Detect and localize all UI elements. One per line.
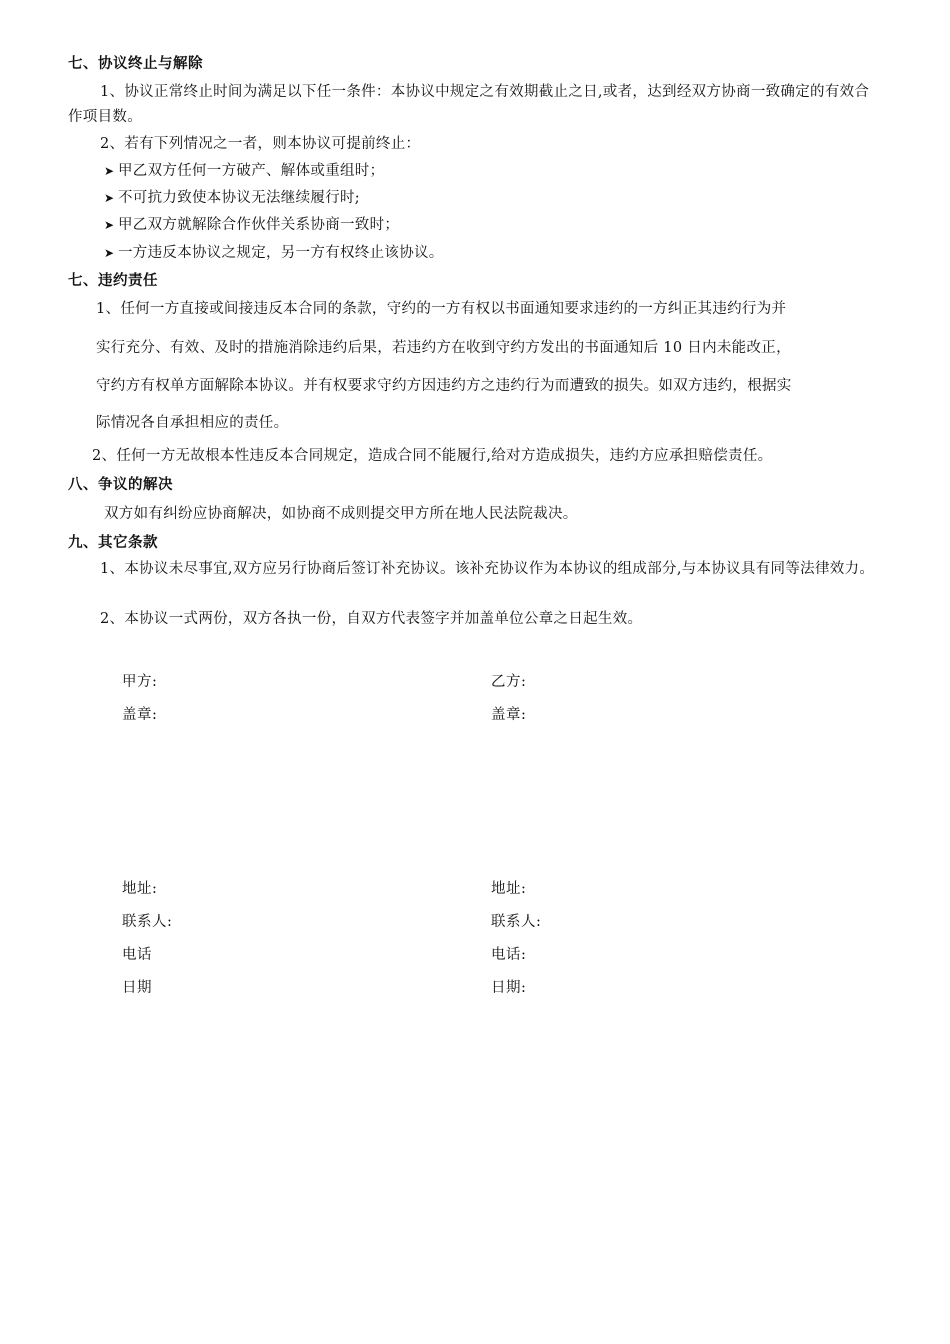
party-b-label: 乙方: [491, 674, 527, 690]
party-b-seal-label: 盖章: [491, 707, 527, 723]
breach-clause-1-line-2: 实行充分、有效、及时的措施消除违约后果，若违约方在收到守约方发出的书面通知后 10 日内未能改正， [96, 340, 791, 356]
party-a-phone-label: 电话 [122, 947, 152, 963]
section-title-termination: 七、协议终止与解除 [68, 56, 203, 72]
breach-clause-2: 2、任何一方无故根本性违反本合同规定，造成合同不能履行,给对方造成损失，违约方应承担赔偿责任。 [92, 448, 773, 464]
termination-clause-2: 2、若有下列情况之一者，则本协议可提前终止： [100, 136, 421, 152]
breach-clause-1-line-3: 守约方有权单方面解除本协议。并有权要求守约方因违约方之违约行为而遭致的损失。如双方违约，根据实 [96, 378, 792, 394]
party-b-contact-label: 联系人: [491, 914, 542, 930]
termination-bullet-3: ➤ 甲乙双方就解除合作伙伴关系协商一致时； [104, 217, 400, 233]
arrow-right-icon: ➤ [104, 191, 115, 205]
misc-clause-2: 2、本协议一式两份，双方各执一份，自双方代表签字并加盖单位公章之日起生效。 [100, 611, 643, 627]
party-b-phone-label: 电话: [491, 947, 527, 963]
party-a-date-label: 日期 [122, 980, 152, 996]
section-title-misc: 九、其它条款 [68, 535, 158, 551]
termination-bullet-2: ➤ 不可抗力致使本协议无法继续履行时; [104, 190, 360, 206]
breach-clause-1-line-4: 际情况各自承担相应的责任。 [96, 415, 289, 431]
termination-bullet-4: ➤ 一方违反本协议之规定，另一方有权终止该协议。 [104, 245, 444, 261]
arrow-right-icon: ➤ [104, 218, 115, 232]
termination-bullet-1: ➤ 甲乙双方任何一方破产、解体或重组时； [104, 163, 385, 179]
misc-clause-1: 1、本协议未尽事宜,双方应另行协商后签订补充协议。该补充协议作为本协议的组成部分,与本协议具有同等法律效力。 [100, 561, 875, 577]
party-a-contact-label: 联系人: [122, 914, 173, 930]
party-b-address-label: 地址: [491, 881, 527, 897]
party-a-label: 甲方: [122, 674, 158, 690]
party-a-seal-label: 盖章: [122, 707, 158, 723]
section-title-breach: 七、违约责任 [68, 273, 158, 289]
termination-clause-1: 1、协议正常终止时间为满足以下任一条件：本协议中规定之有效期截止之日,或者，达到经双方协商一致确定的有效合作项目数。 [68, 84, 870, 125]
party-b-date-label: 日期: [491, 980, 527, 996]
dispute-clause: 双方如有纠纷应协商解决，如协商不成则提交甲方所在地人民法院裁决。 [104, 506, 578, 522]
section-title-dispute: 八、争议的解决 [68, 477, 173, 493]
party-a-address-label: 地址: [122, 881, 158, 897]
breach-clause-1-line-1: 1、任何一方直接或间接违反本合同的条款，守约的一方有权以书面通知要求违约的一方纠正其违约行为并 [96, 301, 787, 317]
arrow-right-icon: ➤ [104, 246, 115, 260]
arrow-right-icon: ➤ [104, 164, 115, 178]
